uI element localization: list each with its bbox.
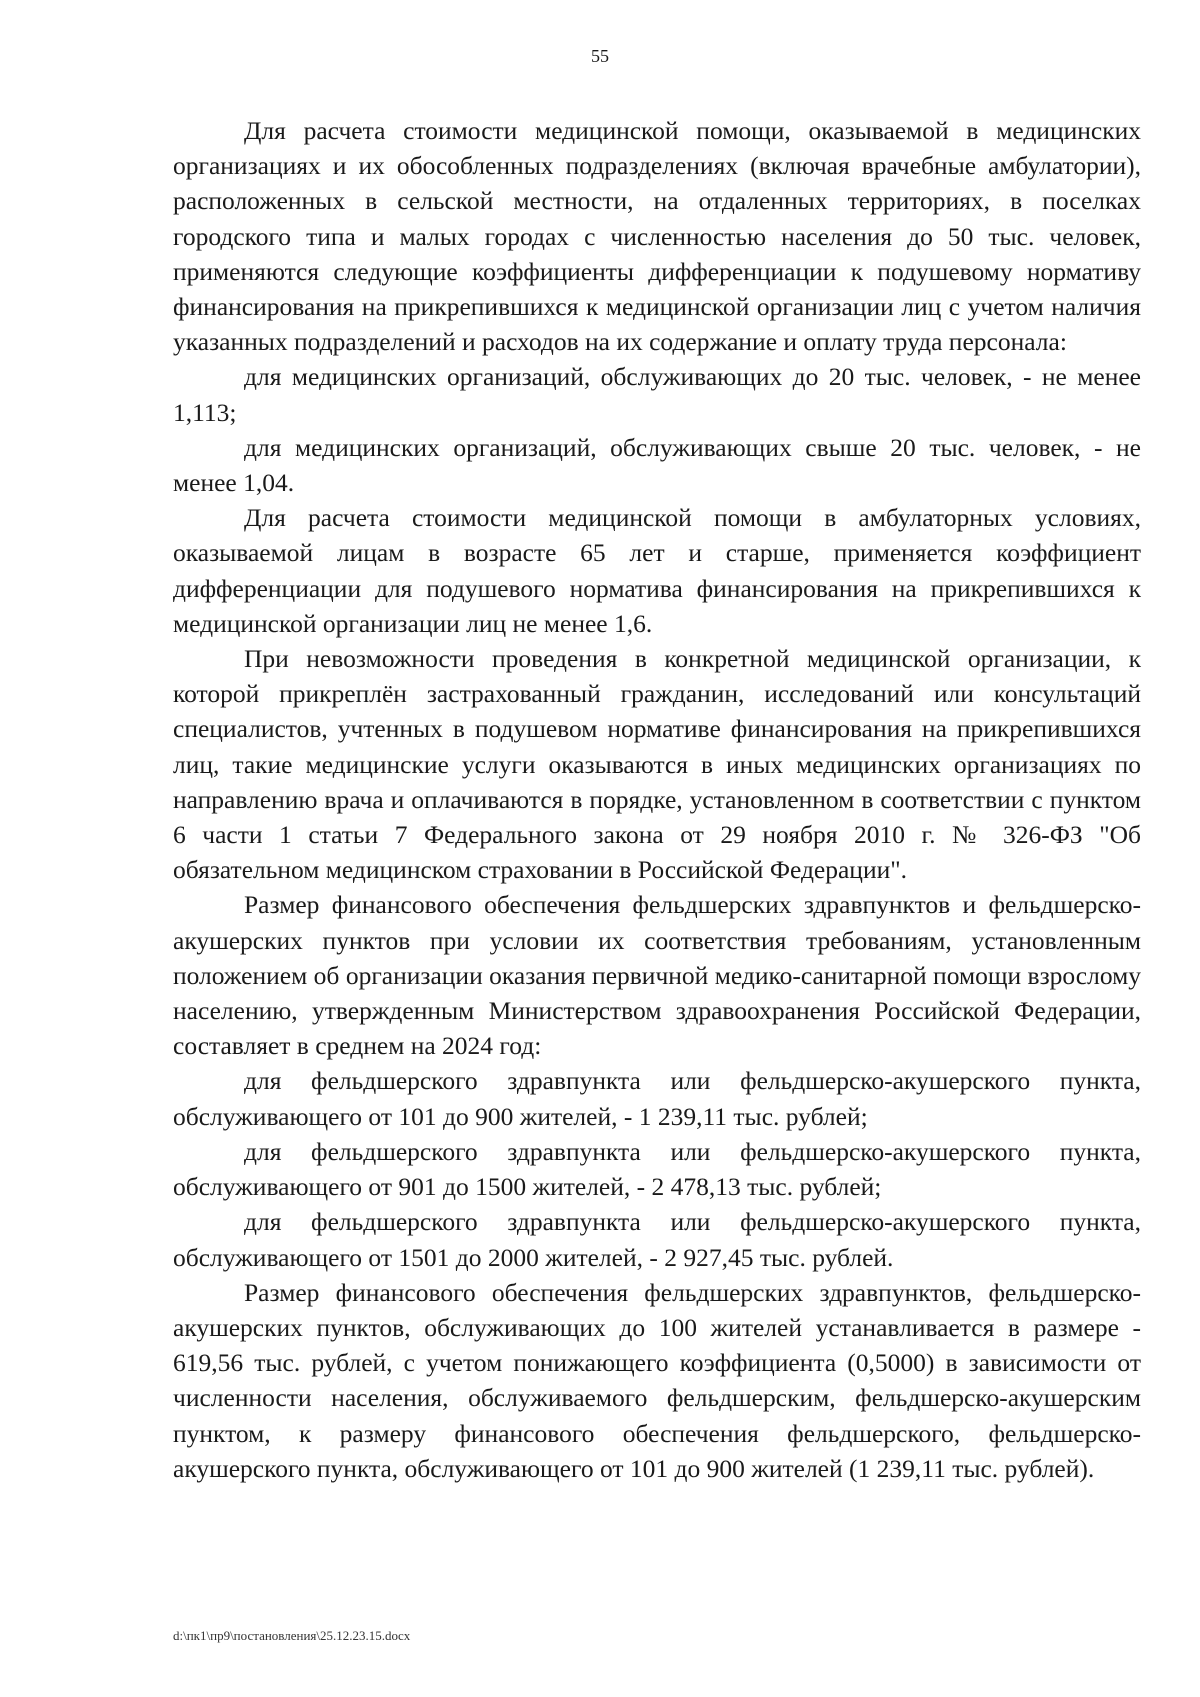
- paragraph: Для расчета стоимости медицинской помощи в амбулаторных условиях, оказываемой лицам в возрасте 65 лет и старше, применяется коэффициент дифференциации для подушевого норматива финансирования на прикрепившихся к медицинской организации лиц не менее 1,6.: [173, 503, 1141, 638]
- paragraph: Для расчета стоимости медицинской помощи, оказываемой в медицинских организациях и их обособленных подразделениях (включая врачебные амбулатории), расположенных в сельской местности, на отдаленных территориях, в поселках городского типа и малых городах с численностью населения до 50 тыс. человек, применяются следующие коэффициенты дифференциации к подушевому нормативу финансирования на прикрепившихся к медицинской организации лиц с учетом наличия указанных подразделений и расходов на их содержание и оплату труда персонала:: [173, 116, 1141, 357]
- paragraph: Размер финансового обеспечения фельдшерских здравпунктов, фельдшерско-акушерских пунктов, обслуживающих до 100 жителей устанавливается в размере - 619,56 тыс. рублей, с учетом понижающего коэффициента (0,5000) в зависимости от численности населения, обслуживаемого фельдшерским, фельдшерско-акушерским пунктом, к размеру финансового обеспечения фельдшерского, фельдшерско-акушерского пункта, обслуживающего от 101 до 900 жителей (1 239,11 тыс. рублей).: [173, 1277, 1141, 1483]
- paragraph: для фельдшерского здравпункта или фельдшерско-акушерского пункта, обслуживающего от 101 до 900 жителей, - 1 239,11 тыс. рублей;: [173, 1066, 1141, 1131]
- paragraph: для медицинских организаций, обслуживающих до 20 тыс. человек, - не менее 1,113;: [173, 362, 1141, 427]
- paragraph: для фельдшерского здравпункта или фельдшерско-акушерского пункта, обслуживающего от 901 до 1500 жителей, - 2 478,13 тыс. рублей;: [173, 1136, 1141, 1202]
- paragraph: При невозможности проведения в конкретной медицинской организации, к которой прикреплён застрахованный гражданин, исследований или консультаций специалистов, учтенных в подушевом нормативе финансирования на прикрепившихся лиц, такие медицинские услуги оказываются в иных медицинских организациях по направлению врача и оплачиваются в порядке, установленном в соответствии с пунктом 6 части 1 статьи 7 Федерального закона от 29 ноября 2010 г. № 326-ФЗ "Об обязательном медицинском страховании в Российской Федерации".: [173, 644, 1141, 885]
- paragraph: для фельдшерского здравпункта или фельдшерско-акушерского пункта, обслуживающего от 1501 до 2000 жителей, - 2 927,45 тыс. рублей.: [173, 1207, 1141, 1272]
- footer-file-path: d:\пк1\пр9\постановления\25.12.23.15.docx: [173, 1628, 411, 1643]
- document-body: [173, 113, 1141, 1486]
- page-number: 55: [591, 46, 609, 66]
- paragraph: для медицинских организаций, обслуживающих свыше 20 тыс. человек, - не менее 1,04.: [173, 432, 1141, 498]
- paragraph: Размер финансового обеспечения фельдшерских здравпунктов и фельдшерско-акушерских пунктов при условии их соответствия требованиям, установленным положением об организации оказания первичной медико-санитарной помощи взрослому населению, утвержденным Министерством здравоохранения Российской Федерации, составляет в среднем на 2024 год:: [173, 890, 1141, 1061]
